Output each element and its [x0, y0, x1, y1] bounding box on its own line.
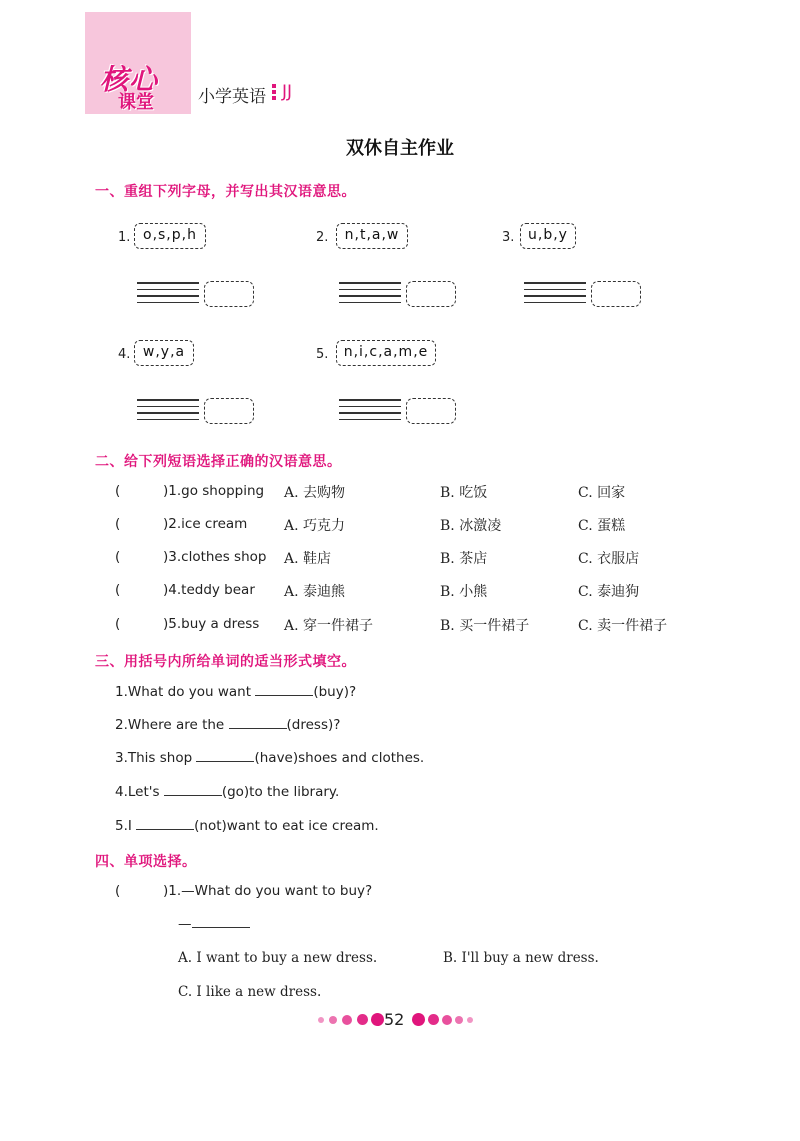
s1-item2-number: 2.: [316, 230, 329, 245]
s1-item3-letters: u,b,y: [520, 223, 576, 249]
s1-item1-letters: o,s,p,h: [134, 223, 206, 249]
s1-item5-number: 5.: [316, 347, 329, 362]
s1-item1-answer-lines[interactable]: [137, 282, 199, 308]
s4-option-c: C. I like a new dress.: [178, 984, 322, 1000]
s4-answer-line: [178, 915, 250, 932]
s2-question: )2.ice cream: [163, 516, 248, 532]
s3-text-after: (dress)?: [286, 717, 341, 733]
s2-q5-option-c: C. 卖一件裙子: [578, 618, 668, 634]
s1-item4-meaning-box[interactable]: [204, 398, 254, 424]
section3-title: 三、用括号内所给单词的适当形式填空。: [95, 654, 356, 670]
s2-q3-option-b: B. 茶店: [440, 551, 488, 567]
edition-label: JJ: [282, 82, 293, 102]
s1-item5-letters: n,i,c,a,m,e: [336, 340, 436, 366]
s3-item-2: [115, 716, 340, 733]
s2-question: )1.go shopping: [163, 483, 265, 499]
s4-option-a: A. I want to buy a new dress.: [178, 950, 378, 966]
logo-subtitle: 课堂: [118, 92, 154, 113]
s1-item1-number: 1.: [118, 230, 131, 245]
s2-q4-option-b: B. 小熊: [440, 584, 488, 600]
s3-item-5: [115, 817, 379, 834]
s3-text-after: (buy)?: [313, 684, 357, 700]
section1-title: 一、重组下列字母，并写出其汉语意思。: [95, 184, 356, 200]
s2-question: )5.buy a dress: [163, 616, 260, 632]
s3-text-before: 3.This shop: [115, 750, 197, 766]
s2-answer-slot[interactable]: (: [115, 549, 121, 565]
s2-q4-option-a: A. 泰迪熊: [284, 584, 346, 600]
s4-dash: —: [178, 916, 192, 932]
s2-q5-option-b: B. 买一件裙子: [440, 618, 530, 634]
logo-title: 核心: [100, 63, 159, 96]
s1-item1-meaning-box[interactable]: [204, 281, 254, 307]
s1-item3-number: 3.: [502, 230, 515, 245]
page-title: 双休自主作业: [346, 138, 454, 159]
s1-item3-answer-lines[interactable]: [524, 282, 586, 308]
s2-q2-option-c: C. 蛋糕: [578, 518, 626, 534]
s3-item-1: [115, 683, 356, 700]
s1-item4-letters: w,y,a: [134, 340, 194, 366]
page-dots-right-icon: [412, 1013, 482, 1027]
s4-option-b: B. I'll buy a new dress.: [443, 950, 599, 966]
s2-question: )4.teddy bear: [163, 582, 255, 598]
s3-blank[interactable]: [255, 683, 313, 696]
s2-q1-option-c: C. 回家: [578, 485, 626, 501]
separator-icon: [272, 84, 276, 101]
s3-text-after: (go)to the library.: [221, 784, 340, 800]
s1-item4-answer-lines[interactable]: [137, 399, 199, 425]
s2-q2-option-b: B. 冰激凌: [440, 518, 502, 534]
s3-text-before: 5.I: [115, 818, 137, 834]
s3-item-3: [115, 749, 424, 766]
s4-answer-slot[interactable]: (: [115, 883, 121, 899]
s1-item2-answer-lines[interactable]: [339, 282, 401, 308]
page-dots-left-icon: [318, 1013, 382, 1027]
s1-item4-number: 4.: [118, 347, 131, 362]
s3-blank[interactable]: [136, 817, 194, 830]
s3-blank[interactable]: [164, 783, 222, 796]
s2-q4-option-c: C. 泰迪狗: [578, 584, 640, 600]
s1-item2-letters: n,t,a,w: [336, 223, 408, 249]
s2-q1-option-a: A. 去购物: [284, 485, 346, 501]
s1-item2-meaning-box[interactable]: [406, 281, 456, 307]
s3-text-after: (not)want to eat ice cream.: [194, 818, 379, 834]
s2-answer-slot[interactable]: (: [115, 582, 121, 598]
s3-blank[interactable]: [196, 749, 254, 762]
section2-title: 二、给下列短语选择正确的汉语意思。: [95, 454, 342, 470]
s3-item-4: [115, 783, 339, 800]
s1-item3-meaning-box[interactable]: [591, 281, 641, 307]
s2-q1-option-b: B. 吃饭: [440, 485, 488, 501]
s2-answer-slot[interactable]: (: [115, 516, 121, 532]
s2-question: )3.clothes shop: [163, 549, 267, 565]
s2-q3-option-c: C. 衣服店: [578, 551, 640, 567]
s3-text-after: (have)shoes and clothes.: [254, 750, 425, 766]
s1-item5-answer-lines[interactable]: [339, 399, 401, 425]
s3-text-before: 2.Where are the: [115, 717, 229, 733]
section4-title: 四、单项选择。: [95, 854, 197, 870]
s2-answer-slot[interactable]: (: [115, 616, 121, 632]
s2-q3-option-a: A. 鞋店: [284, 551, 332, 567]
s2-answer-slot[interactable]: (: [115, 483, 121, 499]
page-number: 52: [384, 1010, 405, 1029]
s4-blank[interactable]: [192, 915, 250, 928]
s2-q5-option-a: A. 穿一件裙子: [284, 618, 374, 634]
s2-q2-option-a: A. 巧克力: [284, 518, 346, 534]
s3-text-before: 4.Let's: [115, 784, 164, 800]
s4-question: )1.—What do you want to buy?: [163, 883, 373, 899]
subject-label: 小学英语: [198, 87, 266, 107]
s1-item5-meaning-box[interactable]: [406, 398, 456, 424]
s3-blank[interactable]: [229, 716, 287, 729]
s3-text-before: 1.What do you want: [115, 684, 256, 700]
